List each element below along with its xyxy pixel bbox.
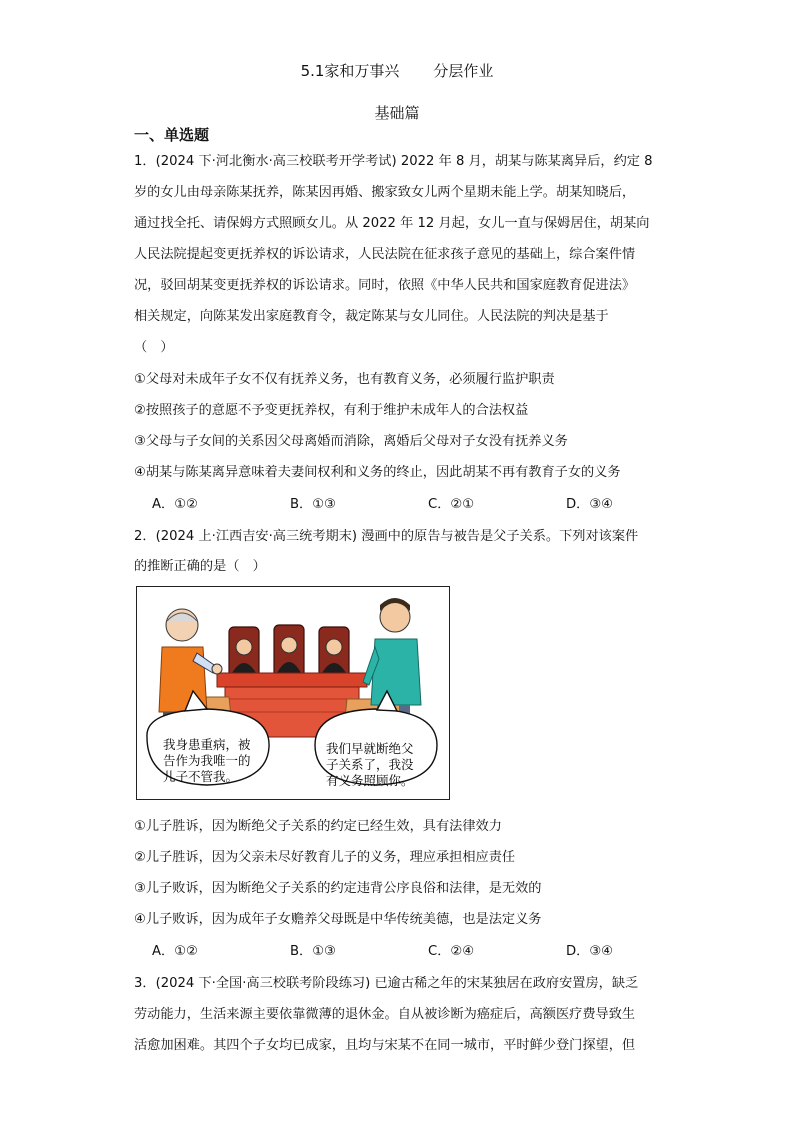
title-main: 5.1家和万事兴 xyxy=(300,62,400,80)
q2-option-a[interactable]: A．①② xyxy=(152,944,198,959)
section-heading: 一、单选题 xyxy=(134,126,210,144)
q2-option-c[interactable]: C．②④ xyxy=(428,944,475,959)
son-speech-line-2: 子关系了，我没 xyxy=(326,757,414,772)
q3-line-2: 劳动能力，生活来源主要依靠微薄的退休金。自从被诊断为癌症后，高额医疗费导致生 xyxy=(134,1007,636,1022)
q1-line-6: 相关规定，向陈某发出家庭教育令，裁定陈某与女儿同住。人民法院的判决是基于 xyxy=(134,309,609,324)
q1-line-4: 人民法院提起变更抚养权的诉讼请求，人民法院在征求孩子意见的基础上，综合案件情 xyxy=(134,247,636,262)
q1-line-7: （ ） xyxy=(134,340,174,355)
q2-line-1: 2．(2024 上·江西吉安·高三统考期末) 漫画中的原告与被告是父子关系。下列对该案件 xyxy=(134,529,639,544)
title-tag: 分层作业 xyxy=(433,62,494,80)
q1-item-3: ③父母与子女间的关系因父母离婚而消除，离婚后父母对子女没有抚养义务 xyxy=(134,434,568,449)
q3-line-1: 3．(2024 下·全国·高三校联考阶段练习) 已逾古稀之年的宋某独居在政府安置房，缺乏 xyxy=(134,976,639,991)
father-speech-line-2: 告作为我唯一的 xyxy=(163,753,251,768)
father-speech-bubble xyxy=(163,737,251,785)
q1-option-d[interactable]: D．③④ xyxy=(566,497,613,512)
q1-item-2: ②按照孩子的意愿不予变更抚养权，有利于维护未成年人的合法权益 xyxy=(134,403,529,418)
q2-item-4: ④儿子败诉，因为成年子女赡养父母既是中华传统美德，也是法定义务 xyxy=(134,912,542,927)
q2-options xyxy=(152,940,704,959)
courtroom-cartoon xyxy=(136,586,450,800)
q3-line-3: 活愈加困难。其四个子女均已成家，且均与宋某不在同一城市，平时鲜少登门探望，但 xyxy=(134,1038,636,1053)
q1-option-b[interactable]: B．①③ xyxy=(290,497,336,512)
q1-line-3: 通过找全托、请保姆方式照顾女儿。从 2022 年 12 月起，女儿一直与保姆居住，胡某向 xyxy=(134,216,650,231)
q2-item-1: ①儿子胜诉，因为断绝父子关系的约定已经生效，具有法律效力 xyxy=(134,819,502,834)
q2-item-2: ②儿子胜诉，因为父亲未尽好教育儿子的义务，理应承担相应责任 xyxy=(134,850,516,865)
q1-option-a[interactable]: A．①② xyxy=(152,497,198,512)
son-speech-bubble xyxy=(326,741,414,789)
father-speech-line-3: 儿子不管我。 xyxy=(163,769,239,784)
q1-line-2: 岁的女儿由母亲陈某抚养，陈某因再婚、搬家致女儿两个星期未能上学。胡某知晓后， xyxy=(134,185,636,200)
q1-options xyxy=(152,493,704,512)
q2-item-3: ③儿子败诉，因为断绝父子关系的约定违背公序良俗和法律，是无效的 xyxy=(134,881,542,896)
son-speech-line-1: 我们早就断绝父 xyxy=(326,741,414,756)
q2-option-d[interactable]: D．③④ xyxy=(566,944,613,959)
father-speech-line-1: 我身患重病，被 xyxy=(163,737,251,752)
page-subtitle: 基础篇 xyxy=(374,104,420,122)
q1-item-1: ①父母对未成年子女不仅有抚养义务，也有教育义务，必须履行监护职责 xyxy=(134,372,555,387)
page-title xyxy=(0,60,794,81)
son-speech-line-3: 有义务照顾你。 xyxy=(326,773,414,788)
q1-item-4: ④胡某与陈某离异意味着夫妻间权利和义务的终止，因此胡某不再有教育子女的义务 xyxy=(134,465,621,480)
q2-option-b[interactable]: B．①③ xyxy=(290,944,336,959)
q1-line-1: 1．(2024 下·河北衡水·高三校联考开学考试) 2022 年 8 月，胡某与陈某离异后，约定 8 xyxy=(134,154,653,169)
q2-line-2: 的推断正确的是（ ） xyxy=(134,559,266,574)
q1-line-5: 况，驳回胡某变更抚养权的诉讼请求。同时，依照《中华人民共和国家庭教育促进法》 xyxy=(134,278,636,293)
q1-option-c[interactable]: C．②① xyxy=(428,497,475,512)
